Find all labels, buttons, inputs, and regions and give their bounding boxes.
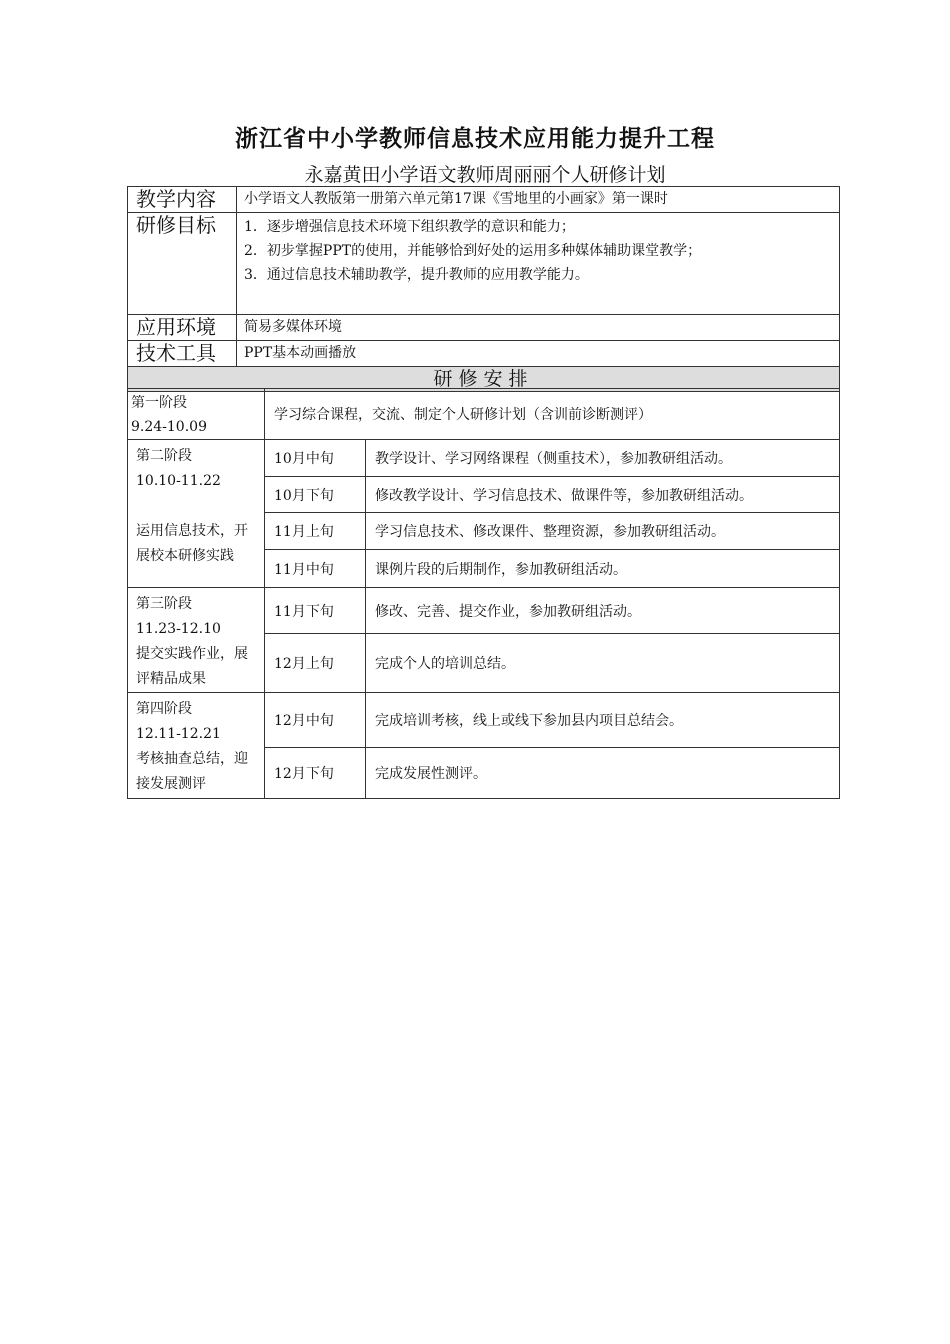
stage-cell xyxy=(128,440,265,588)
stage-dates: 12.11-12.21 xyxy=(136,726,221,742)
stage-name: 第一阶段 xyxy=(131,395,187,411)
stage-dates: 10.10-11.22 xyxy=(136,473,221,489)
env-label: 应用环境 xyxy=(128,315,237,341)
month-cell: 12月上旬 xyxy=(265,634,366,693)
stage-dates: 11.23-12.10 xyxy=(136,621,221,637)
goal-item: 2．初步掌握PPT的使用，并能够恰到好处的运用多种媒体辅助课堂教学； xyxy=(244,243,702,259)
activity-cell: 完成发展性测评。 xyxy=(366,748,840,799)
info-table xyxy=(127,186,840,392)
activity-cell: 学习信息技术、修改课件、整理资源，参加教研组活动。 xyxy=(366,513,840,550)
activity-cell: 修改、完善、提交作业，参加教研组活动。 xyxy=(366,588,840,634)
schedule-table xyxy=(127,388,840,799)
goal-item: 1．逐步增强信息技术环境下组织教学的意识和能力； xyxy=(244,219,575,235)
stage-cell xyxy=(128,389,265,440)
month-cell: 12月下旬 xyxy=(265,748,366,799)
goal-list xyxy=(237,213,840,315)
stage-name: 第二阶段 xyxy=(136,448,192,464)
env-value: 简易多媒体环境 xyxy=(237,315,840,341)
activity-cell: 学习综合课程，交流、制定个人研修计划（含训前诊断测评） xyxy=(265,389,840,440)
content-label: 教学内容 xyxy=(128,187,237,213)
section-title: 研修安排 xyxy=(128,367,840,392)
goal-label: 研修目标 xyxy=(128,213,237,315)
activity-cell: 教学设计、学习网络课程（侧重技术），参加教研组活动。 xyxy=(366,440,840,477)
month-cell: 11月上旬 xyxy=(265,513,366,550)
month-cell: 10月下旬 xyxy=(265,477,366,513)
activity-cell: 修改教学设计、学习信息技术、做课件等，参加教研组活动。 xyxy=(366,477,840,513)
stage-desc: 考核抽查总结，迎接发展测评 xyxy=(136,751,248,792)
tool-label: 技术工具 xyxy=(128,341,237,367)
month-cell: 11月下旬 xyxy=(265,588,366,634)
activity-cell: 课例片段的后期制作，参加教研组活动。 xyxy=(366,550,840,588)
tool-value: PPT基本动画播放 xyxy=(237,341,840,367)
stage-desc: 提交实践作业，展评精品成果 xyxy=(136,646,248,687)
document-subtitle: 永嘉黄田小学语文教师周丽丽个人研修计划 xyxy=(304,164,666,186)
activity-cell: 完成培训考核，线上或线下参加县内项目总结会。 xyxy=(366,693,840,748)
content-value: 小学语文人教版第一册第六单元第17课《雪地里的小画家》第一课时 xyxy=(237,187,840,213)
month-cell: 12月中旬 xyxy=(265,693,366,748)
stage-name: 第三阶段 xyxy=(136,596,192,612)
goal-item: 3．通过信息技术辅助教学，提升教师的应用教学能力。 xyxy=(244,267,589,283)
stage-name: 第四阶段 xyxy=(136,701,192,717)
stage-cell xyxy=(128,588,265,693)
month-cell: 10月中旬 xyxy=(265,440,366,477)
stage-dates: 9.24-10.09 xyxy=(131,419,207,435)
document-title: 浙江省中小学教师信息技术应用能力提升工程 xyxy=(235,125,715,152)
month-cell: 11月中旬 xyxy=(265,550,366,588)
activity-cell: 完成个人的培训总结。 xyxy=(366,634,840,693)
stage-desc: 运用信息技术，开展校本研修实践 xyxy=(136,523,248,564)
stage-cell xyxy=(128,693,265,799)
